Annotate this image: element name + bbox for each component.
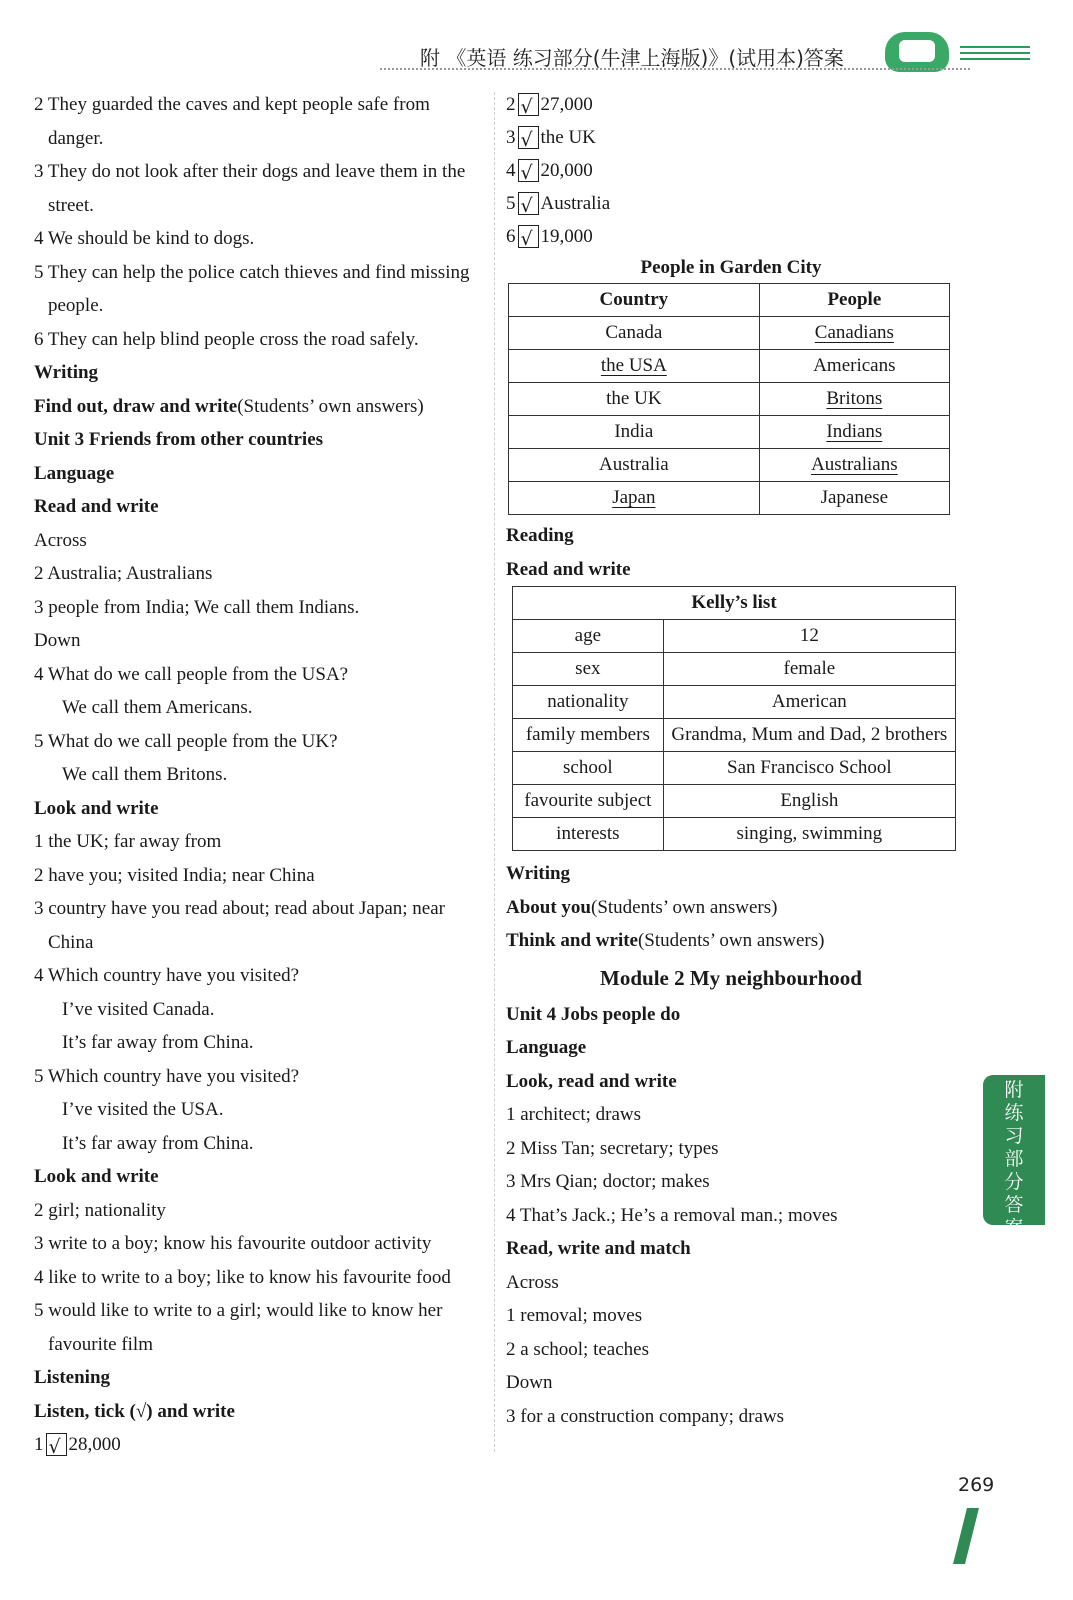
left-line bbox=[34, 390, 486, 424]
right-line-text: 3 Mrs Qian; doctor; makes bbox=[506, 1171, 710, 1192]
kelly-list-table bbox=[512, 586, 956, 851]
left-line bbox=[34, 423, 486, 457]
tick-answer-number: 3 bbox=[506, 127, 516, 148]
left-line bbox=[34, 792, 486, 826]
left-line-text: I’ve visited the USA. bbox=[62, 1099, 224, 1120]
book-logo-icon bbox=[885, 32, 949, 72]
left-line bbox=[34, 1127, 486, 1161]
table-cell: singing, swimming bbox=[663, 818, 955, 851]
right-line-text: 2 a school; teaches bbox=[506, 1338, 649, 1360]
left-line-text: people. bbox=[48, 295, 104, 316]
left-line bbox=[34, 892, 486, 926]
tick-answer bbox=[506, 88, 956, 121]
right-line bbox=[506, 1266, 956, 1300]
side-tab-char: 答 bbox=[1004, 1194, 1024, 1216]
right-line bbox=[506, 1232, 956, 1266]
left-line-text: Writing bbox=[34, 362, 99, 383]
table-row bbox=[513, 653, 956, 686]
left-line bbox=[34, 1227, 486, 1261]
table-cell: favourite subject bbox=[513, 785, 664, 818]
left-line bbox=[34, 1060, 486, 1094]
table-row bbox=[513, 620, 956, 653]
right-line-text: Across bbox=[506, 1271, 559, 1293]
right-line bbox=[506, 1333, 956, 1367]
left-line-text: 3 country have you read about; read about Japan; near bbox=[34, 898, 445, 919]
table-cell: Britons bbox=[826, 388, 883, 409]
table-cell: 12 bbox=[663, 620, 955, 653]
table-cell: family members bbox=[513, 719, 664, 752]
left-line-text: We call them Britons. bbox=[62, 764, 228, 785]
side-tab-char: 分 bbox=[1004, 1171, 1024, 1193]
left-line bbox=[34, 1261, 486, 1295]
right-line bbox=[506, 1065, 956, 1099]
right-line bbox=[506, 1031, 956, 1065]
left-line bbox=[34, 524, 486, 558]
left-line-text: 3 They do not look after their dogs and leave them in the bbox=[34, 161, 466, 182]
left-line bbox=[34, 1194, 486, 1228]
header-rule bbox=[380, 68, 970, 70]
left-line-text: Listen, tick (√) and write bbox=[34, 1400, 235, 1422]
left-line-note: (Students’ own answers) bbox=[237, 395, 424, 417]
left-line-text: 4 like to write to a boy; like to know his favourite food bbox=[34, 1266, 451, 1288]
table-cell: Grandma, Mum and Dad, 2 brothers bbox=[663, 719, 955, 752]
tick-answer-text: 28,000 bbox=[68, 1434, 121, 1455]
table-cell: age bbox=[513, 620, 664, 653]
table-row bbox=[509, 482, 950, 515]
left-line-text: Language bbox=[34, 462, 115, 484]
left-line-text: 4 Which country have you visited? bbox=[34, 965, 300, 986]
left-column bbox=[34, 88, 486, 1461]
left-line bbox=[34, 1361, 486, 1395]
left-line-text: Down bbox=[34, 630, 81, 651]
table-row bbox=[513, 785, 956, 818]
left-line-text: China bbox=[48, 931, 94, 953]
left-line bbox=[34, 1026, 486, 1060]
tick-answer-number: 1 bbox=[34, 1434, 44, 1455]
table-cell: school bbox=[513, 752, 664, 785]
table-cell: American bbox=[663, 686, 955, 719]
left-line-text: Unit 3 Friends from other countries bbox=[34, 429, 324, 450]
table-row bbox=[509, 383, 950, 416]
left-line-text: Look and write bbox=[34, 1166, 159, 1187]
left-line-text: 3 people from India; We call them Indians. bbox=[34, 596, 360, 618]
right-column bbox=[506, 88, 956, 1433]
module-title: Module 2 My neighbourhood bbox=[600, 965, 862, 990]
left-line-text: It’s far away from China. bbox=[62, 1032, 254, 1053]
left-line bbox=[34, 490, 486, 524]
column-divider bbox=[494, 92, 495, 1452]
page-number: 269 bbox=[958, 1474, 995, 1496]
table-cell: Japanese bbox=[820, 487, 889, 508]
table-cell: female bbox=[663, 653, 955, 686]
writing-section bbox=[506, 857, 956, 958]
right-line-note: (Students’ own answers) bbox=[637, 930, 825, 951]
table-cell: nationality bbox=[513, 686, 664, 719]
right-line bbox=[506, 1132, 956, 1166]
right-line-text: 1 removal; moves bbox=[506, 1305, 643, 1326]
checkmark-icon bbox=[518, 159, 539, 182]
left-line-text: 2 have you; visited India; near China bbox=[34, 864, 315, 886]
table-cell: interests bbox=[513, 818, 664, 851]
right-line-text: Unit 4 Jobs people do bbox=[506, 1003, 681, 1025]
checkmark-icon bbox=[46, 1433, 67, 1456]
reading-heading: Reading bbox=[506, 525, 574, 546]
table-cell: Australians bbox=[811, 454, 898, 475]
table-cell: Japan bbox=[612, 487, 656, 508]
tick-answer bbox=[506, 187, 956, 220]
table-row bbox=[513, 818, 956, 851]
left-line bbox=[34, 189, 486, 223]
checkmark-icon bbox=[518, 225, 539, 248]
table-row bbox=[513, 686, 956, 719]
side-tab-char: 部 bbox=[1004, 1148, 1024, 1170]
left-line-text: 1 the UK; far away from bbox=[34, 831, 222, 852]
table-row bbox=[509, 416, 950, 449]
table-cell: Indians bbox=[826, 421, 883, 442]
left-line-text: Across bbox=[34, 529, 87, 551]
checkmark-icon bbox=[518, 93, 539, 116]
right-line-text: Think and write bbox=[506, 930, 638, 951]
side-tab bbox=[983, 1075, 1045, 1239]
left-line-text: 2 girl; nationality bbox=[34, 1199, 166, 1221]
left-line-text: Read and write bbox=[34, 496, 159, 517]
left-line-text: 4 What do we call people from the USA? bbox=[34, 663, 349, 685]
left-line bbox=[34, 88, 486, 122]
side-tab-char: 习 bbox=[1004, 1125, 1024, 1147]
right-line-text: 3 for a construction company; draws bbox=[506, 1405, 785, 1427]
tick-answer-text: 27,000 bbox=[540, 94, 593, 115]
left-line bbox=[34, 155, 486, 189]
left-line bbox=[34, 993, 486, 1027]
left-line-text: 2 They guarded the caves and kept people safe from bbox=[34, 94, 430, 115]
left-line-text: 5 What do we call people from the UK? bbox=[34, 730, 338, 752]
tick-answer bbox=[506, 121, 956, 154]
left-line-text: Listening bbox=[34, 1367, 111, 1388]
checkmark-icon bbox=[518, 192, 539, 215]
table-row bbox=[509, 449, 950, 482]
right-line bbox=[506, 1400, 956, 1434]
table-cell: Americans bbox=[813, 355, 896, 376]
left-line-text: favourite film bbox=[48, 1333, 153, 1355]
checkmark-icon bbox=[518, 126, 539, 149]
right-line bbox=[506, 1165, 956, 1199]
left-line bbox=[34, 624, 486, 658]
left-line bbox=[34, 323, 486, 357]
left-line bbox=[34, 289, 486, 323]
left-line bbox=[34, 758, 486, 792]
table-cell: Canadians bbox=[814, 322, 894, 343]
left-line bbox=[34, 256, 486, 290]
tick-answer-number: 2 bbox=[506, 94, 516, 115]
left-line bbox=[34, 859, 486, 893]
tick-answer bbox=[506, 154, 956, 187]
right-line-text: Language bbox=[506, 1037, 587, 1058]
left-line bbox=[34, 691, 486, 725]
right-line bbox=[506, 891, 956, 925]
left-line bbox=[34, 1160, 486, 1194]
left-line-text: 5 They can help the police catch thieves and find missing bbox=[34, 261, 470, 283]
left-line-text: danger. bbox=[48, 127, 104, 149]
left-line-text: Look and write bbox=[34, 797, 159, 819]
unit4-section bbox=[506, 998, 956, 1434]
left-line bbox=[34, 222, 486, 256]
left-line bbox=[34, 1294, 486, 1328]
left-line-text: 3 write to a boy; know his favourite outdoor activity bbox=[34, 1233, 432, 1254]
left-line bbox=[34, 725, 486, 759]
right-line-text: 1 architect; draws bbox=[506, 1104, 642, 1125]
right-line bbox=[506, 1299, 956, 1333]
left-line bbox=[34, 591, 486, 625]
right-line bbox=[506, 924, 956, 958]
left-line bbox=[34, 122, 486, 156]
right-line-text: Read, write and match bbox=[506, 1238, 691, 1259]
reading-subheading: Read and write bbox=[506, 558, 631, 580]
header-title: 附 《英语 练习部分(牛津上海版)》(试用本)答案 bbox=[420, 46, 844, 70]
right-line bbox=[506, 998, 956, 1032]
left-line-text: 6 They can help blind people cross the road safely. bbox=[34, 328, 419, 350]
left-line-text: 4 We should be kind to dogs. bbox=[34, 228, 255, 249]
left-line bbox=[34, 926, 486, 960]
corner-mark bbox=[953, 1508, 979, 1564]
table-cell: San Francisco School bbox=[663, 752, 955, 785]
side-tab-char: 练 bbox=[1004, 1102, 1024, 1124]
table-cell: Canada bbox=[605, 322, 663, 343]
tick-answer-text: Australia bbox=[540, 193, 611, 214]
table-row bbox=[509, 317, 950, 350]
left-line bbox=[34, 825, 486, 859]
left-line-text: street. bbox=[48, 194, 94, 216]
right-line bbox=[506, 1366, 956, 1400]
left-line-text: It’s far away from China. bbox=[62, 1132, 254, 1154]
page-header bbox=[380, 38, 1040, 72]
tick-answer-number: 4 bbox=[506, 160, 516, 181]
right-line bbox=[506, 1098, 956, 1132]
left-line bbox=[34, 457, 486, 491]
table-cell: English bbox=[663, 785, 955, 818]
left-line bbox=[34, 557, 486, 591]
left-line-text: 5 Which country have you visited? bbox=[34, 1065, 300, 1087]
table-row bbox=[513, 719, 956, 752]
right-line-text: About you bbox=[506, 896, 591, 918]
tick-answer-text: the UK bbox=[540, 127, 596, 148]
right-line bbox=[506, 1199, 956, 1233]
right-line-text: 2 Miss Tan; secretary; types bbox=[506, 1137, 719, 1159]
people-table bbox=[508, 283, 950, 515]
left-line-text: 5 would like to write to a girl; would like to know her bbox=[34, 1300, 443, 1321]
right-line bbox=[506, 857, 956, 891]
right-line-text: 4 That’s Jack.; He’s a removal man.; moves bbox=[506, 1204, 838, 1226]
table-header: People bbox=[759, 284, 949, 317]
table-cell: India bbox=[614, 421, 654, 442]
left-line bbox=[34, 356, 486, 390]
table-cell: the USA bbox=[600, 355, 667, 376]
left-line-text: I’ve visited Canada. bbox=[62, 998, 215, 1020]
table-header: Country bbox=[509, 284, 760, 317]
header-stripes bbox=[960, 46, 1030, 70]
table-cell: the UK bbox=[606, 388, 662, 409]
tick-answer-number: 5 bbox=[506, 193, 516, 214]
side-tab-char: 附 bbox=[1004, 1079, 1024, 1101]
tick-answer-text: 19,000 bbox=[540, 226, 593, 247]
left-line bbox=[34, 1395, 486, 1429]
table2-title: Kelly’s list bbox=[513, 587, 956, 620]
right-line-text: Down bbox=[506, 1372, 553, 1393]
table-cell: sex bbox=[513, 653, 664, 686]
tick-answers bbox=[506, 88, 956, 253]
tick-answer-text: 20,000 bbox=[540, 160, 593, 181]
tick-answer bbox=[34, 1428, 486, 1461]
right-line-note: (Students’ own answers) bbox=[591, 896, 778, 918]
left-line-text: Find out, draw and write bbox=[34, 395, 238, 417]
left-line bbox=[34, 1093, 486, 1127]
left-line bbox=[34, 1328, 486, 1362]
table-row bbox=[513, 752, 956, 785]
left-line bbox=[34, 658, 486, 692]
table-cell: Australia bbox=[599, 454, 669, 475]
table-row bbox=[509, 350, 950, 383]
right-line-text: Writing bbox=[506, 863, 571, 884]
left-line-text: 2 Australia; Australians bbox=[34, 563, 213, 584]
table1-title: People in Garden City bbox=[640, 257, 822, 278]
side-tab-char: 案 bbox=[1004, 1217, 1024, 1239]
left-line-text: We call them Americans. bbox=[62, 697, 253, 718]
left-line bbox=[34, 959, 486, 993]
right-line-text: Look, read and write bbox=[506, 1070, 677, 1092]
tick-answer-number: 6 bbox=[506, 226, 516, 247]
tick-answer bbox=[506, 220, 956, 253]
